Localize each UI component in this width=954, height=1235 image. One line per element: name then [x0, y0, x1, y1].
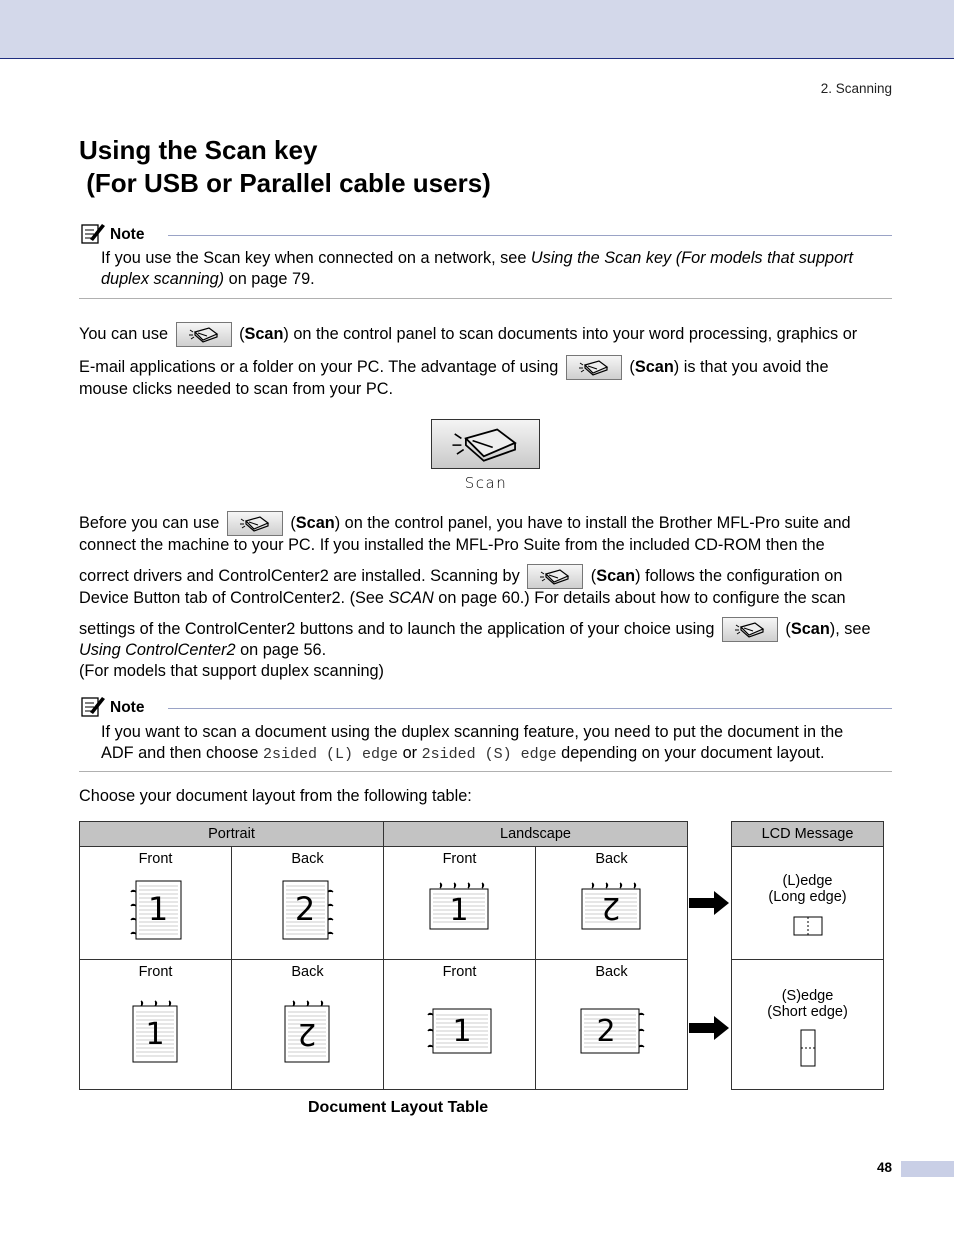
landscape-page-back-icon	[580, 880, 644, 932]
note-label: Note	[110, 226, 145, 243]
note-text: If you want to scan a document using the duplex scanning feature, you need to put the document in the ADF and then choose 2sided (L) edge or 2sided (S) edge depending on your document layout.	[101, 723, 844, 763]
scan-link[interactable]: SCAN	[388, 589, 434, 607]
short-edge-icon	[798, 1028, 818, 1068]
layout-cell: Front 1	[384, 847, 536, 960]
layout-cell: Back 2	[536, 847, 688, 960]
landscape-header: Landscape	[384, 822, 688, 847]
note-end-divider	[79, 771, 892, 772]
portrait-page-back-icon	[283, 1000, 333, 1064]
svg-text:1: 1	[144, 1017, 165, 1052]
paragraph-line: Before you can use (Scan) on the control panel, you have to install the Brother MFL-Pro suite and	[79, 511, 894, 536]
scan-key-icon	[176, 322, 232, 347]
header-bar	[0, 0, 954, 59]
svg-text:2: 2	[294, 890, 315, 928]
layout-cell: Back 2	[536, 960, 688, 1090]
scan-key-illustration	[431, 419, 540, 469]
paragraph-line: settings of the ControlCenter2 buttons and to launch the application of your choice using (Scan), see	[79, 617, 894, 642]
layout-cell: Back 2	[232, 847, 384, 960]
landscape-page-back-icon	[579, 1007, 645, 1057]
portrait-page-front-icon	[131, 1000, 181, 1064]
page-title	[79, 134, 491, 200]
note-label: Note	[110, 699, 145, 716]
scan-key-icon	[527, 564, 583, 589]
table-caption: Document Layout Table	[308, 1099, 489, 1116]
layout-cell: Front 1	[80, 847, 232, 960]
note-pencil-icon	[80, 694, 106, 718]
note-link[interactable]: Using the Scan key (For models that support duplex scanning)	[101, 249, 854, 288]
paragraph-line: (For models that support duplex scanning)	[79, 662, 384, 680]
scanner-icon	[450, 425, 522, 463]
title-line-1: Using the Scan key	[79, 135, 318, 165]
lcd-option-long-edge: 2sided (L) edge	[263, 746, 399, 763]
svg-text:2: 2	[595, 1014, 616, 1049]
svg-text:2: 2	[600, 890, 621, 925]
lcd-header: LCD Message	[732, 822, 884, 847]
landscape-page-front-icon	[427, 1007, 493, 1057]
scan-key-icon	[566, 355, 622, 380]
paragraph-line: Choose your document layout from the following table:	[79, 787, 472, 805]
controlcenter-link[interactable]: Using ControlCenter2	[79, 641, 236, 659]
note-divider	[168, 235, 892, 236]
right-arrow-icon	[688, 890, 730, 916]
document-layout-table	[79, 821, 688, 1090]
page-number: 48	[876, 1160, 892, 1175]
svg-text:1: 1	[147, 890, 168, 928]
landscape-page-front-icon	[428, 880, 492, 932]
portrait-page-back-icon	[280, 880, 336, 942]
paragraph-line: Device Button tab of ControlCenter2. (See SCAN on page 60.) For details about how to configure the scan	[79, 589, 846, 607]
lcd-option-short-edge: 2sided (S) edge	[421, 746, 557, 763]
svg-text:2: 2	[296, 1016, 317, 1051]
paragraph-line: Using ControlCenter2 on page 56.	[79, 641, 327, 659]
note-pencil-icon	[80, 221, 106, 245]
portrait-header: Portrait	[80, 822, 384, 847]
note-divider	[168, 708, 892, 709]
paragraph-line: mouse clicks needed to scan from your PC.	[79, 380, 394, 398]
note-heading	[80, 694, 892, 720]
layout-cell: Front 1	[384, 960, 536, 1090]
svg-text:1: 1	[448, 893, 469, 928]
right-arrow-icon	[688, 1015, 730, 1041]
paragraph-line: correct drivers and ControlCenter2 are installed. Scanning by (Scan) follows the configuration on	[79, 564, 894, 589]
lcd-cell-short-edge: (S)edge (Short edge)	[732, 960, 884, 1090]
long-edge-icon	[792, 915, 824, 937]
paragraph-line: E-mail applications or a folder on your PC. The advantage of using (Scan) is that you avoid the	[79, 355, 894, 380]
title-line-2: (For USB or Parallel cable users)	[79, 168, 491, 198]
lcd-cell-long-edge: (L)edge (Long edge)	[732, 847, 884, 960]
paragraph-line: connect the machine to your PC. If you installed the MFL-Pro Suite from the included CD-ROM then the	[79, 536, 825, 554]
paragraph-line: You can use (Scan) on the control panel to scan documents into your word processing, graphics or	[79, 322, 894, 347]
note-text: If you use the Scan key when connected on a network, see Using the Scan key (For models that support duplex scanning) on page 79.	[101, 249, 854, 288]
lcd-message-table	[731, 821, 884, 1090]
section-label: 2. Scanning	[820, 81, 892, 96]
scan-key-icon	[227, 511, 283, 536]
note-end-divider	[79, 298, 892, 299]
layout-cell: Back 2	[232, 960, 384, 1090]
scan-key-label: Scan	[464, 474, 508, 492]
portrait-page-front-icon	[128, 880, 184, 942]
layout-cell: Front 1	[80, 960, 232, 1090]
note-heading	[80, 221, 892, 247]
svg-text:1: 1	[451, 1014, 472, 1049]
page-number-bar	[901, 1161, 954, 1177]
